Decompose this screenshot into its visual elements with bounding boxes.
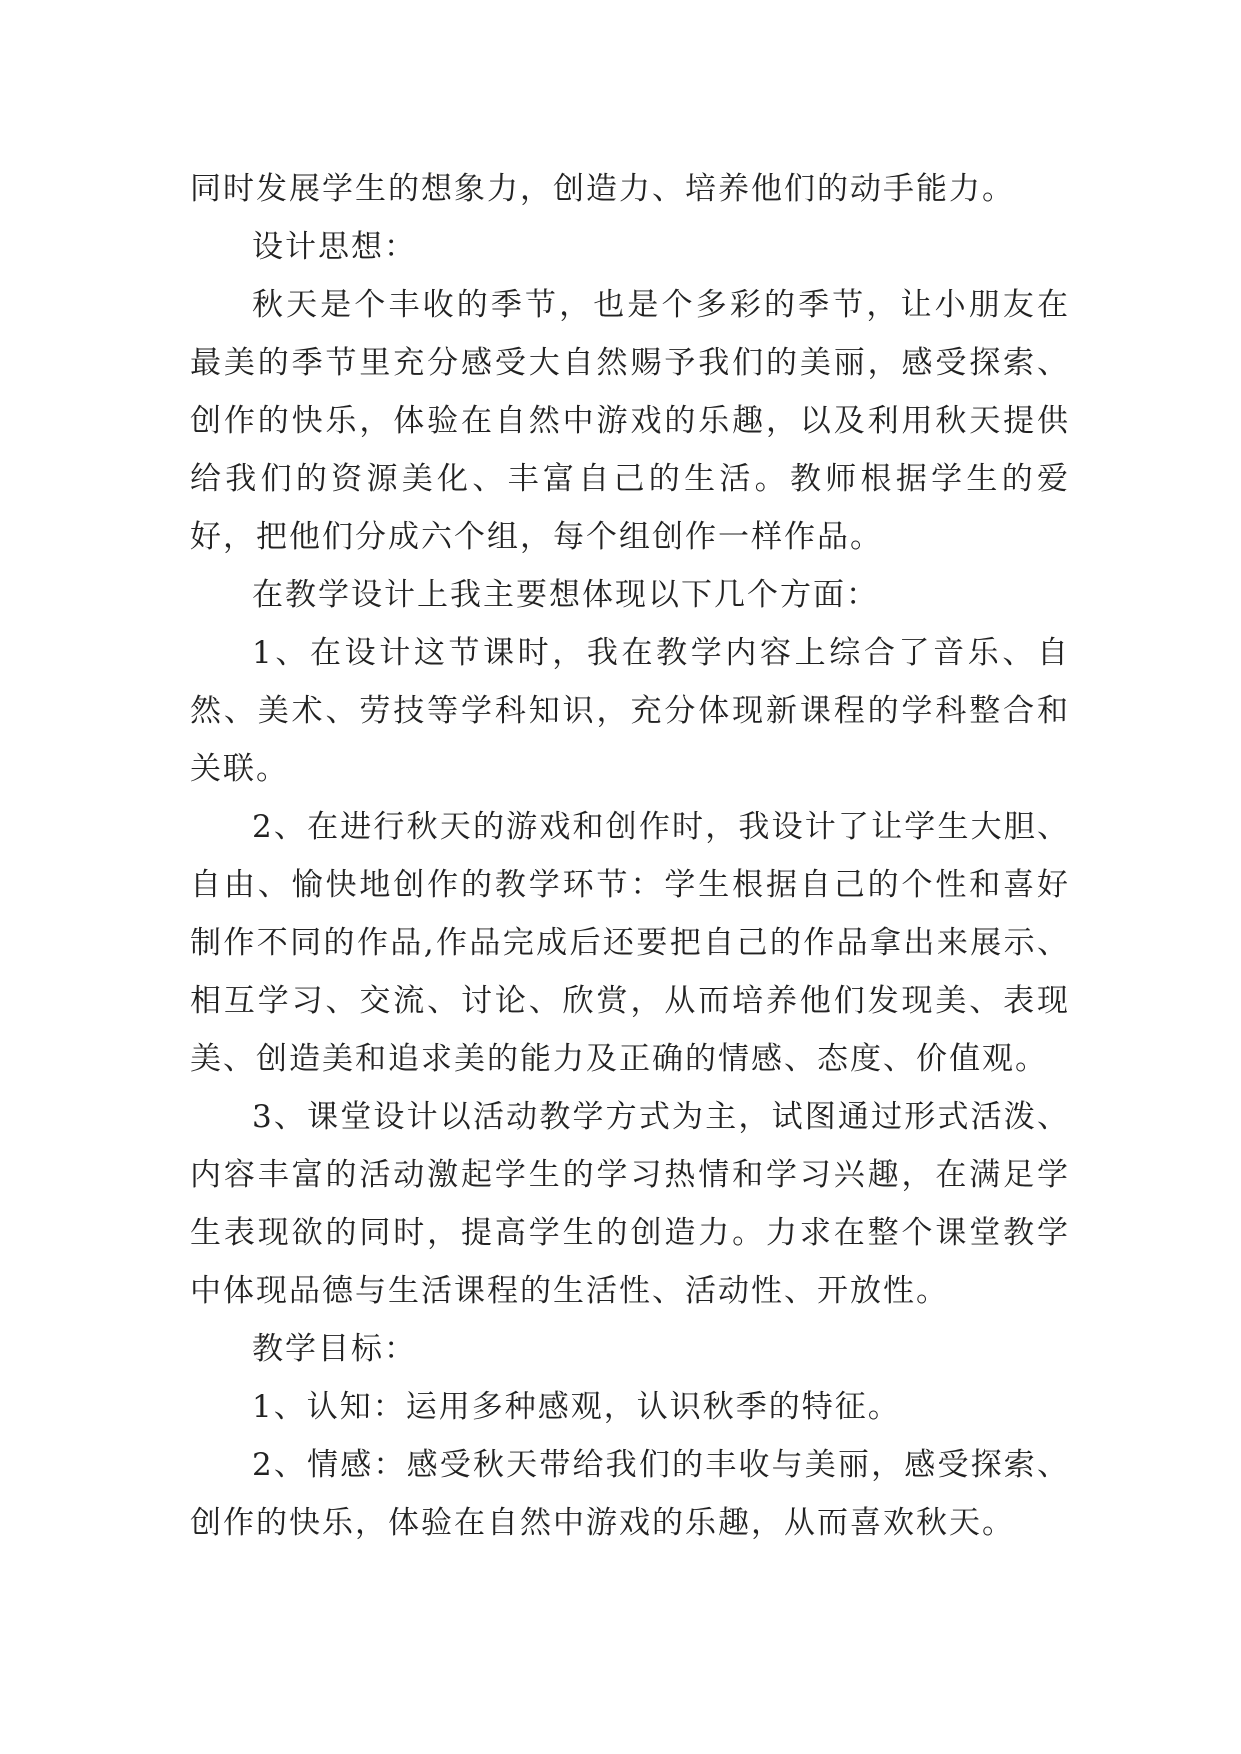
paragraph-continuation: 同时发展学生的想象力，创造力、培养他们的动手能力。: [190, 171, 1015, 207]
paragraph-goal-2: 2、情感：感受秋天带给我们的丰收与美丽，感受探索、创作的快乐，体验在自然中游戏的乐趣，从而喜欢秋天。: [190, 1447, 1070, 1541]
heading-design-idea: 设计思想：: [252, 229, 417, 265]
paragraph-design-aspects-intro: 在教学设计上我主要想体现以下几个方面：: [252, 577, 879, 613]
paragraph-design-idea: 秋天是个丰收的季节，也是个多彩的季节，让小朋友在最美的季节里充分感受大自然赐予我们的美丽，感受探索、创作的快乐，体验在自然中游戏的乐趣，以及利用秋天提供给我们的资源美化、丰富自己的生活。教师根据学生的爱好，把他们分成六个组，每个组创作一样作品。: [190, 287, 1070, 555]
heading-teaching-goals: 教学目标：: [252, 1331, 417, 1367]
paragraph-aspect-3: 3、课堂设计以活动教学方式为主，试图通过形式活泼、内容丰富的活动激起学生的学习热情和学习兴趣，在满足学生表现欲的同时，提高学生的创造力。力求在整个课堂教学中体现品德与生活课程的生活性、活动性、开放性。: [190, 1099, 1070, 1309]
paragraph-aspect-1: 1、在设计这节课时，我在教学内容上综合了音乐、自然、美术、劳技等学科知识，充分体现新课程的学科整合和关联。: [190, 635, 1070, 787]
paragraph-aspect-2: 2、在进行秋天的游戏和创作时，我设计了让学生大胆、自由、愉快地创作的教学环节：学生根据自己的个性和喜好制作不同的作品,作品完成后还要把自己的作品拿出来展示、相互学习、交流、讨论、欣赏，从而培养他们发现美、表现美、创造美和追求美的能力及正确的情感、态度、价值观。: [190, 809, 1070, 1077]
paragraph-goal-1: 1、认知：运用多种感观，认识秋季的特征。: [252, 1389, 901, 1425]
document-body: [190, 160, 1070, 1552]
